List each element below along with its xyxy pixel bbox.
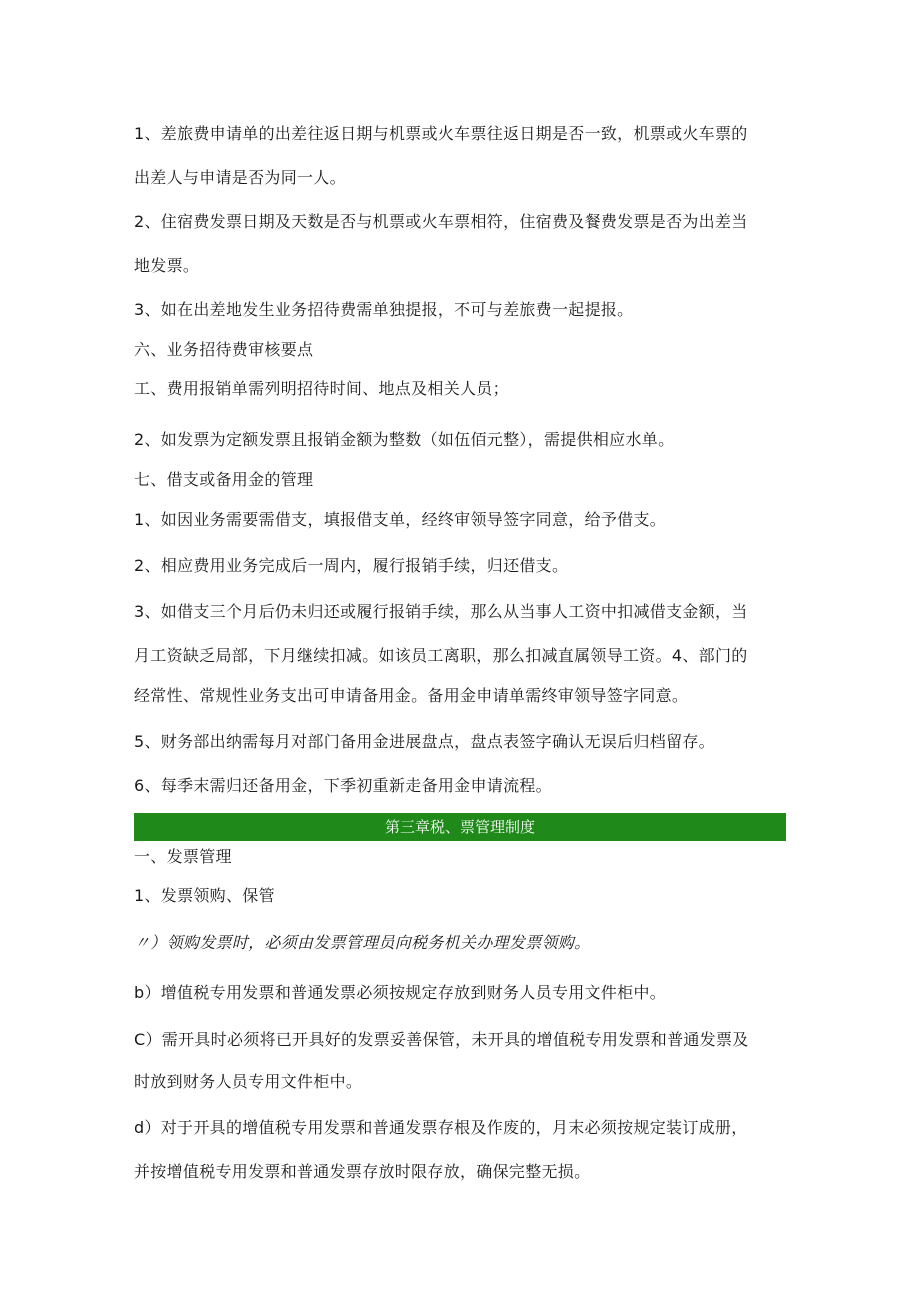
paragraph-line: 时放到财务人员专用文件柜中。 — [134, 1072, 363, 1091]
paragraph-line: 6、每季末需归还备用金，下季初重新走备用金申请流程。 — [134, 776, 552, 795]
paragraph-line: 出差人与申请是否为同一人。 — [134, 168, 346, 187]
paragraph-line: 1、差旅费申请单的出差往返日期与机票或火车票往返日期是否一致，机票或火车票的 — [134, 124, 748, 143]
paragraph-line: 1、发票领购、保管 — [134, 886, 275, 905]
paragraph-line: 工、费用报销单需列明招待时间、地点及相关人员； — [134, 379, 509, 398]
paragraph-line: 2、如发票为定额发票且报销金额为整数（如伍佰元整），需提供相应水单。 — [134, 430, 675, 449]
section-heading: 七、借支或备用金的管理 — [134, 470, 314, 489]
paragraph-line: C）需开具时必须将已开具好的发票妥善保管，未开具的增值税专用发票和普通发票及 — [134, 1030, 749, 1049]
paragraph-line: 月工资缺乏局部，下月继续扣减。如该员工离职，那么扣减直属领导工资。4、部门的 — [134, 646, 748, 665]
paragraph-line: 1、如因业务需要需借支，填报借支单，经终审领导签字同意，给予借支。 — [134, 510, 667, 529]
paragraph-line: 2、相应费用业务完成后一周内，履行报销手续，归还借支。 — [134, 556, 569, 575]
paragraph-line: 〃）领购发票时，必须由发票管理员向税务机关办理发票领购。 — [134, 933, 591, 952]
paragraph-line: 3、如借支三个月后仍未归还或履行报销手续，那么从当事人工资中扣减借支金额，当 — [134, 602, 748, 621]
section-heading: 六、业务招待费审核要点 — [134, 340, 314, 359]
paragraph-line: 地发票。 — [134, 256, 200, 275]
paragraph-line: 5、财务部出纳需每月对部门备用金进展盘点，盘点表签字确认无误后归档留存。 — [134, 732, 715, 751]
paragraph-line: d）对于开具的增值税专用发票和普通发票存根及作废的，月末必须按规定装订成册， — [134, 1118, 748, 1137]
paragraph-line: 并按增值税专用发票和普通发票存放时限存放，确保完整无损。 — [134, 1162, 591, 1181]
chapter-banner: 第三章税、票管理制度 — [134, 813, 786, 841]
paragraph-line: 经常性、常规性业务支出可申请备用金。备用金申请单需终审领导签字同意。 — [134, 686, 689, 705]
paragraph-line: 3、如在出差地发生业务招待费需单独提报，不可与差旅费一起提报。 — [134, 300, 634, 319]
section-heading: 一、发票管理 — [134, 847, 232, 866]
paragraph-line: 2、住宿费发票日期及天数是否与机票或火车票相符，住宿费及餐费发票是否为出差当 — [134, 212, 748, 231]
paragraph-line: b）增值税专用发票和普通发票必须按规定存放到财务人员专用文件柜中。 — [134, 983, 667, 1002]
